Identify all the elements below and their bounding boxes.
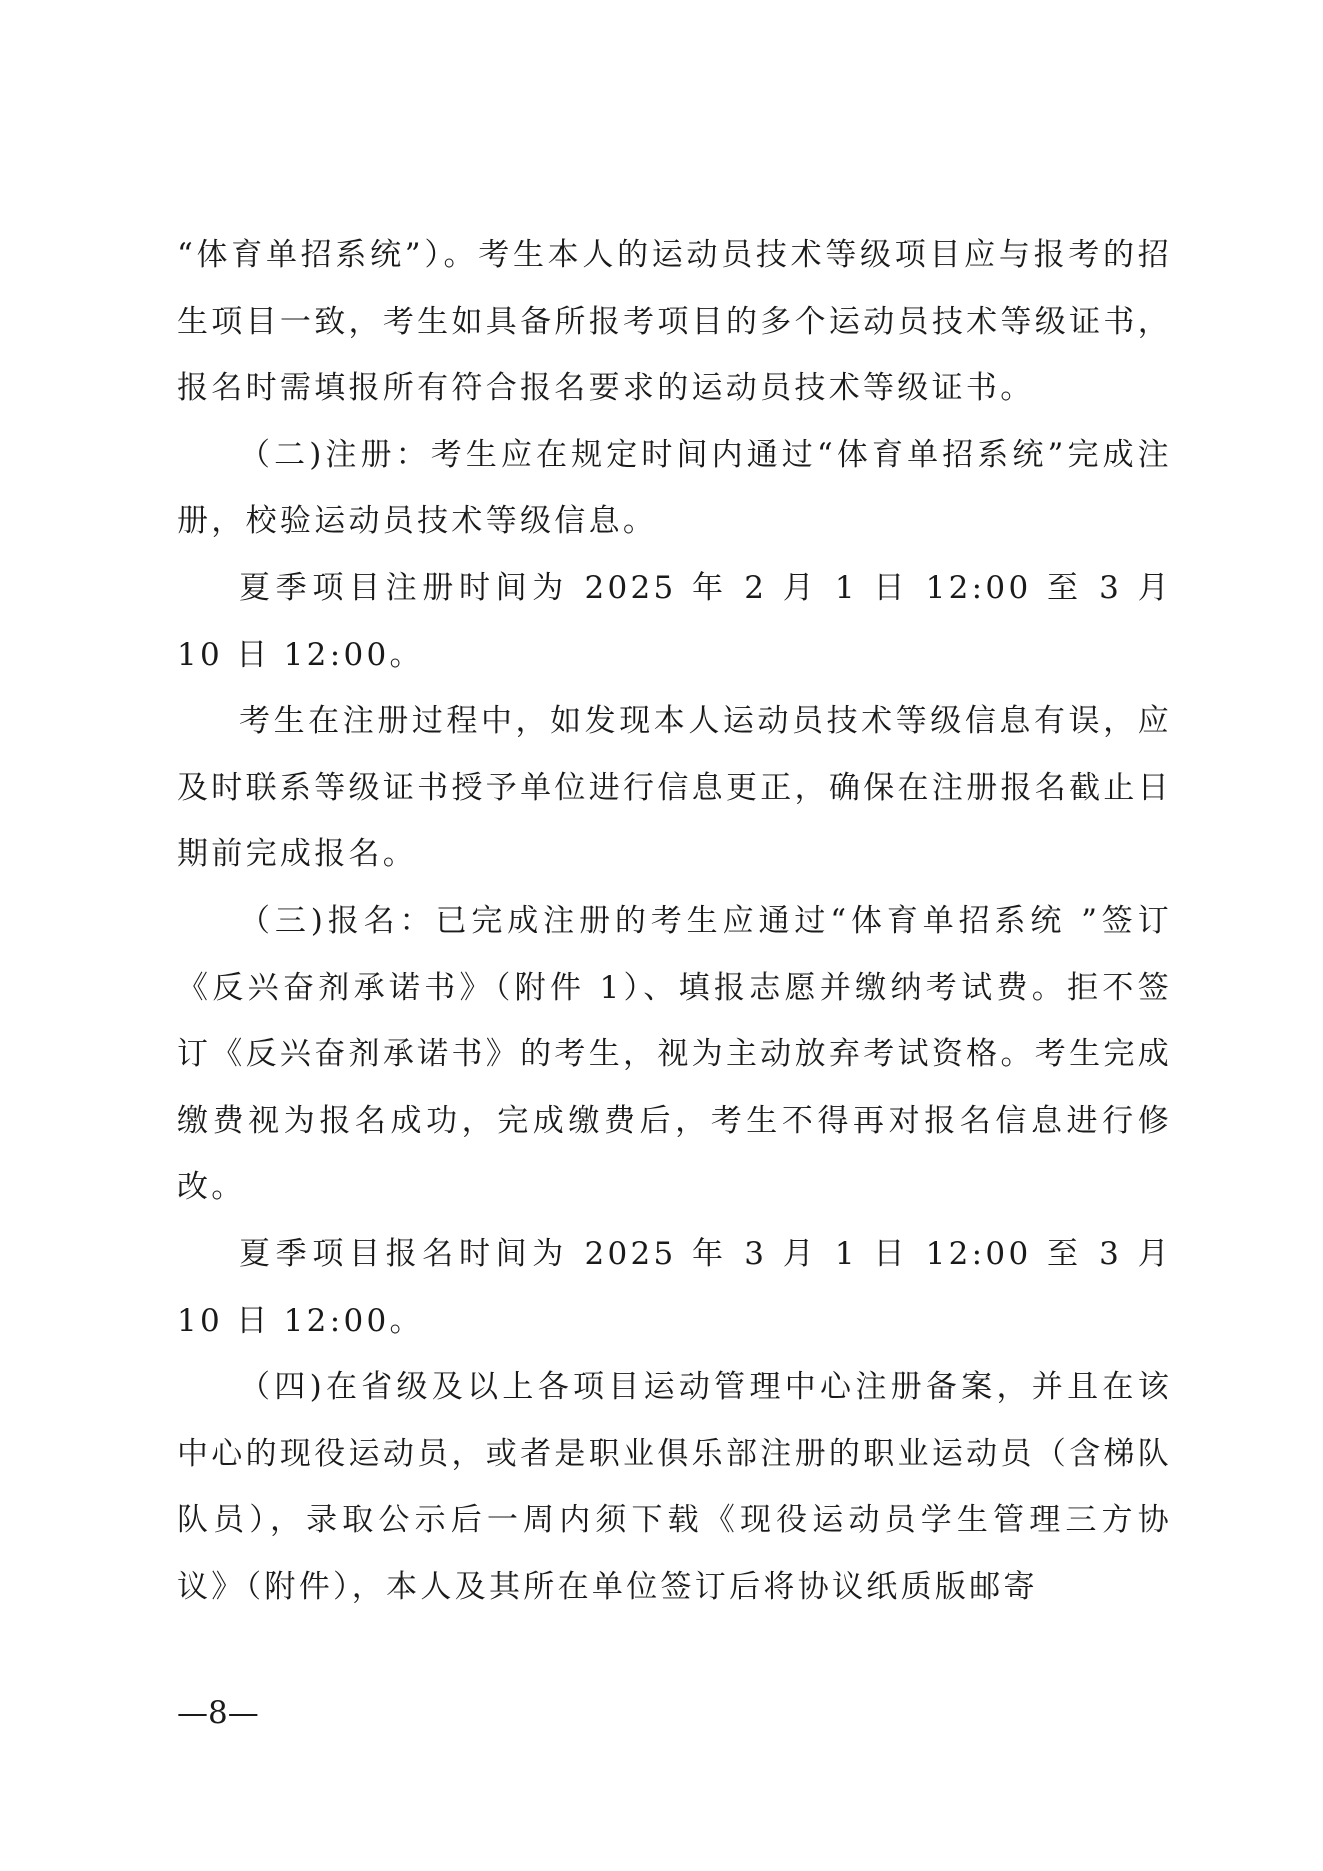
paragraph-section-3-apply: （三)报名：已完成注册的考生应通过“体育单招系统 ”签订《反兴奋剂承诺书》（附件 1）、填报志愿并缴纳考试费。拒不签订《反兴奋剂承诺书》的考生，视为主动放弃考试资格。考生完成缴费视为报名成功，完成缴费后，考生不得再对报名信息进行修改。 bbox=[177, 902, 1172, 1206]
paragraph-info-correction: 考生在注册过程中，如发现本人运动员技术等级信息有误，应及时联系等级证书授予单位进行信息更正，确保在注册报名截止日期前完成报名。 bbox=[177, 703, 1172, 873]
paragraph-registration-requirement: “体育单招系统”）。考生本人的运动员技术等级项目应与报考的招生项目一致，考生如具备所报考项目的多个运动员技术等级证书，报名时需填报所有符合报名要求的运动员技术等级证书。 bbox=[177, 237, 1172, 407]
paragraph-section-4-active-athletes: （四)在省级及以上各项目运动管理中心注册备案，并且在该中心的现役运动员，或者是职业俱乐部注册的职业运动员（含梯队队员），录取公示后一周内须下载《现役运动员学生管理三方协议》（附件），本人及其所在单位签订后将协议纸质版邮寄 bbox=[177, 1369, 1172, 1605]
page-number: —8— bbox=[177, 1695, 259, 1731]
paragraph-summer-apply-time: 夏季项目报名时间为 2025 年 3 月 1 日 12:00 至 3 月 10 日 12:00。 bbox=[177, 1235, 1172, 1339]
paragraph-summer-register-time: 夏季项目注册时间为 2025 年 2 月 1 日 12:00 至 3 月 10 日 12:00。 bbox=[177, 569, 1172, 673]
paragraph-section-2-register: （二)注册：考生应在规定时间内通过“体育单招系统”完成注册，校验运动员技术等级信息。 bbox=[177, 436, 1172, 540]
document-body bbox=[177, 222, 1172, 1620]
